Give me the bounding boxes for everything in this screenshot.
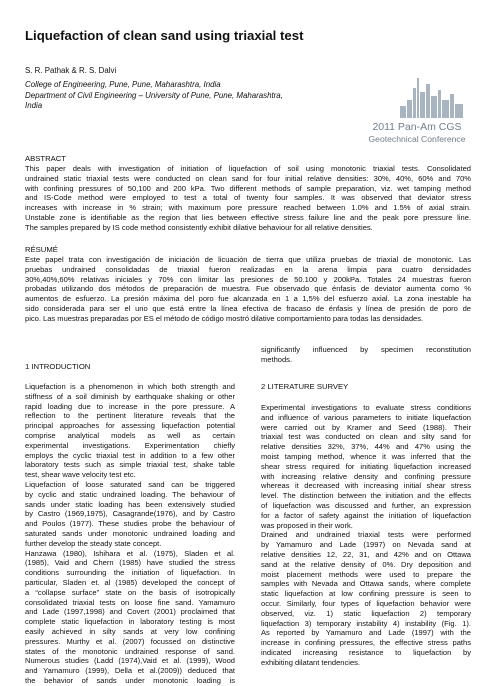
text-line: triaxial test was conducted on clean and silty sand for [261,432,471,442]
text-line: (1985), Vaid and Chern (1985) have studied the stress [25,558,235,568]
text-line: and Yamamuro (1999), Della et al.(2009)) deduced that [25,666,235,676]
conference-logo [355,70,480,150]
text-line: with increasing relative density and confining pressure [261,471,471,481]
text-line: exhibiting dilatant tendencies. [261,657,361,667]
text-line: relative densities 12, 22, 31, and 42% and on Ottawa [261,549,471,559]
logo-line-1: 2011 Pan-Am CGS [372,121,462,133]
abstract-heading: ABSTRACT [25,154,67,163]
text-line: was proposed in their work. [261,520,353,530]
text-line: by cyclic and static undrained loading. The behaviour of [25,489,235,499]
section-heading-literature-survey: 2 LITERATURE SURVEY [261,382,349,391]
text-line: easily achieved in silty sands at very low confining [25,626,235,636]
text-line: relative densities 32%, 37%, 44% and 47% using the [261,442,471,452]
text-line: test, shear wave velocity test etc. [25,470,136,480]
abstract-line: undrained static triaxial tests were conducted on clean sand for four initial relative densities: 30%, 40%, 60% and 70% [25,173,471,183]
affiliations [25,80,283,112]
text-line: shear stress required for initiating liquefaction increased [261,461,471,471]
text-line: pressures. Murthy et al. (2007) focussed on distinctive [25,636,235,646]
resume-line: pruebas undrained consolidadas de triaxial fueron realizadas en la arena limpia para cuatro densidades [25,264,471,274]
text-line: level. The distinction between the initiation and the effects [261,491,471,501]
text-line: for a factor of safety against the initiation of liquefaction [261,510,471,520]
resume-line: sido considerada para ser el uno que está entre la línea efectiva de fracaso de énfasis y línea de presión de poro de [25,303,471,313]
text-line: complete static liquefaction in laboratory testing is most [25,617,235,627]
skyline-graphic [400,78,463,118]
text-line: Liquefaction of loose saturated sand can be triggered [25,479,235,489]
text-line: were carried out by Kramer and Seed (1988). Their [261,422,471,432]
abstract-line: with confining pressures of 50,100 and 200 kPa. Two different methods of sample preparation, viz. wet tamping method [25,183,471,193]
text-line: Liquefaction is a phenomenon in which both strength and [25,382,235,391]
resume-line: pico. Las muestras preparadas por ES el método de código mostró dilative comportamiento para todas las densidades. [25,313,424,323]
column-continuation [261,345,471,365]
abstract-line: increases with increase in % strain; with maximum pore pressure reached between 1.0% and 1.5% of axial strain. [25,203,471,213]
text-line: employs the cyclic triaxial test in addition to a few other [25,450,235,460]
text-line: reflection to the pertinent literature reveals that the [25,411,235,421]
text-line: by Yamamuro and Lade (1997) on Nevada sand at [261,540,471,550]
text-line: states of the monotonic undrained response of sand. [25,646,235,656]
text-line: comprise analytical models as well as certain [25,430,235,440]
abstract-line: The samples prepared by IS code method consistently exhibit dilative behaviour for all relative densities. [25,222,373,232]
text-line: sand at the relative density of 0%. Dry deposition and [261,559,471,569]
text-line: liquefaction 3) temporary instability 4) instability (Fig. 1). [261,618,471,628]
text-line: whereas it decreased with increasing initial shear stress [261,481,471,491]
abstract-line: This paper deals with investigation of initiation of liquefaction of soil using monotonic triaxial tests. Consolidated [25,164,471,173]
text-line: observed, viz. 1) static liquefaction 2) temporary [261,608,471,618]
resume-line: probadas utilizando dos métodos de preparación de muestra. Fue observado que énfasis de deviator aumenta como % [25,284,471,294]
text-line: of liquefaction was discussed and further, an expression [261,500,471,510]
text-line: and influence of various parameters to initiate liquefaction [261,412,471,422]
text-line: Hanzawa (1980), Ishihara et al. (1975), Sladen et al. [25,548,235,558]
affiliation-line: College of Engineering, Pune, Pune, Maharashtra, India [25,80,221,89]
text-line: rapid loading due to increase in the pore pressure. A [25,401,235,411]
text-line: and Lade (1997,1998) and Covert (2001) proclaimed that [25,607,235,617]
text-line: samples with Nevada and Ottawa sands, where complete [261,579,471,589]
text-line: further develop the steady state concept. [25,538,162,548]
text-line: laboratory tests such as simple triaxial test, shake table [25,460,235,470]
text-line: occur. Similarly, four types of liquefaction behavior were [261,598,471,608]
literature-survey-body [261,403,471,668]
section-heading-introduction: 1 INTRODUCTION [25,362,91,371]
text-line: Numerous studies (Ladd (1974),Vaid et al. (1999), Wood [25,656,235,666]
text-line: indicated increasing resistance to liquefaction by [261,647,471,657]
text-line: Drained and undrained triaxial tests were performed [261,530,471,540]
text-line: saturated sands under monotonic undrained loading and [25,528,235,538]
paper-title: Liquefaction of clean sand using triaxial test [25,28,304,43]
text-line: As reported by Yamamuro and Lade (1997) with the [261,628,471,638]
resume-body [25,255,471,324]
text-line: experimental investigations. Experimentation chiefly [25,440,235,450]
text-line: static liquefaction at low confining pressure is seen to [261,589,471,599]
logo-line-2: Geotechnical Conference [368,134,466,144]
text-line: the behavior of sands under monotonic loading is [25,675,235,685]
text-line: particular, Sladen et. al (1985) developed the concept of [25,577,235,587]
affiliation-line: Department of Civil Engineering – University of Pune, Pune, Maharashtra, [25,90,283,100]
text-line: consolidated triaxial tests on loose fine sand. Yamamuro [25,597,235,607]
text-line: Experimental investigations to evaluate stress conditions [261,403,471,412]
text-line: and Poulos (1977). These studies probe the behaviour of [25,519,235,529]
text-line: principal approaches for assessing liquefaction potential [25,421,235,431]
text-line: significantly influenced by specimen reconstitution [261,345,471,354]
resume-line: aumentos de esfuerzo. La presión máxima del poro fue alcanzada en 1 a 1,5% del esfuerzo axial. La zona inestable ha [25,294,471,304]
paper-authors: S. R. Pathak & R. S. Dalvi [25,66,117,75]
text-line: increase in confining pressures, the effective stress paths [261,638,471,648]
text-line: a “collapse surface” state on the basis of isotropically [25,587,235,597]
introduction-body [25,382,235,686]
resume-line: Este papel trata con investigación de iniciación de licuación de tierra que utiliza pruebas de triaxial de monotonic. Las [25,255,471,264]
text-line: sands under static loading has been extensively studied [25,499,235,509]
resume-heading: RÉSUMÉ [25,245,58,254]
text-line: moist tamping method, whence it was inferred that the [261,451,471,461]
text-line: stiffness of a soil diminish by earthquake shaking or other [25,391,235,401]
abstract-body [25,164,471,233]
text-line: by Castro (1969,1975), Casagrande(1976), and by Castro [25,509,235,519]
text-line: moist placement methods were used to prepare the [261,569,471,579]
abstract-line: and IS-Code method were employed to test a total of twenty four samples. It was observed that deviator stress [25,193,471,203]
text-line: conditions surrounding the initiation of liquefaction. In [25,568,235,578]
text-line: methods. [261,354,293,364]
abstract-line: Unstable zone is identifiable as the region that lies between effective stress failure line and the peak pore pressure line. [25,212,471,222]
resume-line: 30%,40%,60% relativas iniciales y 70% con limitar las presiones de 50.100 y 200kPa. Totales 24 muestras fueron [25,274,471,284]
affiliation-line: India [25,101,43,110]
